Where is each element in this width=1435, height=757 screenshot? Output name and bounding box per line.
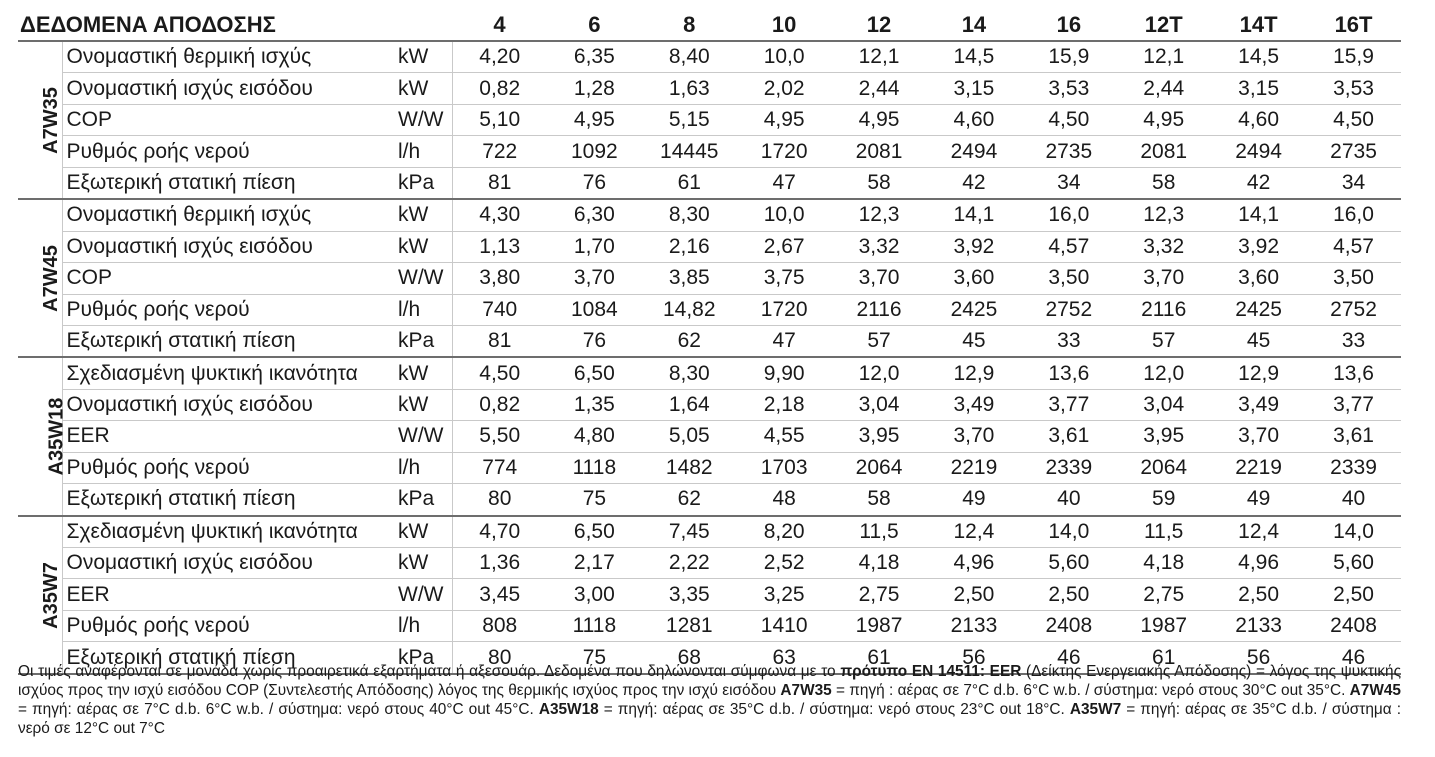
note-text: = πηγή: αέρας σε 7°C d.b. 6°C w.b. / σύστημα: νερό στους 40°C out 45°C. bbox=[18, 701, 539, 718]
parameter-unit: W/W bbox=[392, 263, 452, 294]
value-cell: 8,40 bbox=[642, 41, 737, 73]
value-cell: 3,80 bbox=[452, 263, 547, 294]
value-cell: 49 bbox=[926, 484, 1021, 516]
model-header-6: 6 bbox=[547, 10, 642, 41]
value-cell: 2752 bbox=[1306, 294, 1401, 325]
value-cell: 33 bbox=[1306, 325, 1401, 357]
parameter-unit: kW bbox=[392, 389, 452, 420]
parameter-unit: kPa bbox=[392, 642, 452, 674]
value-cell: 57 bbox=[832, 325, 927, 357]
value-cell: 81 bbox=[452, 325, 547, 357]
value-cell: 2735 bbox=[1306, 136, 1401, 167]
value-cell: 2,44 bbox=[832, 73, 927, 104]
value-cell: 3,32 bbox=[1116, 231, 1211, 262]
value-cell: 12,9 bbox=[1211, 357, 1306, 389]
value-cell: 58 bbox=[832, 484, 927, 516]
parameter-name: Ονομαστική ισχύς εισόδου bbox=[62, 389, 392, 420]
value-cell: 3,61 bbox=[1306, 421, 1401, 452]
value-cell: 75 bbox=[547, 642, 642, 674]
value-cell: 1,36 bbox=[452, 548, 547, 579]
parameter-unit: kW bbox=[392, 41, 452, 73]
footnotes bbox=[18, 662, 1401, 738]
value-cell: 2494 bbox=[1211, 136, 1306, 167]
value-cell: 4,18 bbox=[1116, 548, 1211, 579]
condition-group-label bbox=[18, 199, 62, 357]
value-cell: 2,75 bbox=[1116, 579, 1211, 610]
table-row bbox=[18, 294, 1401, 325]
value-cell: 15,9 bbox=[1021, 41, 1116, 73]
value-cell: 6,35 bbox=[547, 41, 642, 73]
value-cell: 8,20 bbox=[737, 516, 832, 548]
value-cell: 2425 bbox=[1211, 294, 1306, 325]
value-cell: 9,90 bbox=[737, 357, 832, 389]
value-cell: 4,95 bbox=[1116, 104, 1211, 135]
parameter-unit: W/W bbox=[392, 104, 452, 135]
value-cell: 4,96 bbox=[1211, 548, 1306, 579]
value-cell: 3,49 bbox=[926, 389, 1021, 420]
value-cell: 6,50 bbox=[547, 357, 642, 389]
value-cell: 1084 bbox=[547, 294, 642, 325]
note-text: = πηγή : αέρας σε 7°C d.b. 6°C w.b. / σύστημα: νερό στους 30°C out 35°C. bbox=[831, 682, 1350, 699]
value-cell: 3,04 bbox=[832, 389, 927, 420]
value-cell: 4,57 bbox=[1021, 231, 1116, 262]
value-cell: 1,63 bbox=[642, 73, 737, 104]
value-cell: 5,60 bbox=[1021, 548, 1116, 579]
value-cell: 12,4 bbox=[1211, 516, 1306, 548]
value-cell: 1118 bbox=[547, 610, 642, 641]
value-cell: 1,64 bbox=[642, 389, 737, 420]
value-cell: 2,02 bbox=[737, 73, 832, 104]
value-cell: 3,53 bbox=[1306, 73, 1401, 104]
value-cell: 2064 bbox=[1116, 452, 1211, 483]
value-cell: 3,92 bbox=[926, 231, 1021, 262]
value-cell: 6,50 bbox=[547, 516, 642, 548]
value-cell: 14,0 bbox=[1306, 516, 1401, 548]
value-cell: 1,35 bbox=[547, 389, 642, 420]
value-cell: 8,30 bbox=[642, 357, 737, 389]
parameter-name: Εξωτερική στατική πίεση bbox=[62, 642, 392, 674]
value-cell: 56 bbox=[926, 642, 1021, 674]
value-cell: 4,20 bbox=[452, 41, 547, 73]
value-cell: 1410 bbox=[737, 610, 832, 641]
value-cell: 15,9 bbox=[1306, 41, 1401, 73]
note-emphasis: A7W45 bbox=[1349, 682, 1401, 699]
value-cell: 14,82 bbox=[642, 294, 737, 325]
value-cell: 12,0 bbox=[832, 357, 927, 389]
table-row bbox=[18, 579, 1401, 610]
note-text: (Δείκτης Ενεργειακής Απόδοσης) = λόγος της ψυκτικής ισχύος προς την ισχύ εισόδου COP (Συντελεστής Απόδοσης) λόγος της θερμικής ισχύος προς την ισχύ εισόδου bbox=[18, 663, 1401, 699]
value-cell: 13,6 bbox=[1021, 357, 1116, 389]
value-cell: 4,95 bbox=[737, 104, 832, 135]
value-cell: 14,1 bbox=[926, 199, 1021, 231]
value-cell: 59 bbox=[1116, 484, 1211, 516]
table-row bbox=[18, 516, 1401, 548]
value-cell: 2,44 bbox=[1116, 73, 1211, 104]
value-cell: 3,92 bbox=[1211, 231, 1306, 262]
value-cell: 2,50 bbox=[926, 579, 1021, 610]
value-cell: 4,95 bbox=[547, 104, 642, 135]
value-cell: 4,18 bbox=[832, 548, 927, 579]
model-header-16t: 16T bbox=[1306, 10, 1401, 41]
value-cell: 46 bbox=[1021, 642, 1116, 674]
parameter-unit: kW bbox=[392, 516, 452, 548]
value-cell: 1720 bbox=[737, 136, 832, 167]
value-cell: 3,95 bbox=[1116, 421, 1211, 452]
value-cell: 4,96 bbox=[926, 548, 1021, 579]
note-text: Οι τιμές αναφέρονται σε μονάδα χωρίς προαιρετικά εξαρτήματα ή αξεσουάρ. Δεδομένα που δηλώνονται σύμφωνα με το bbox=[18, 663, 841, 680]
note-emphasis: A35W7 bbox=[1069, 701, 1122, 718]
value-cell: 42 bbox=[926, 167, 1021, 199]
value-cell: 48 bbox=[737, 484, 832, 516]
parameter-unit: l/h bbox=[392, 294, 452, 325]
table-row bbox=[18, 263, 1401, 294]
table-row bbox=[18, 73, 1401, 104]
value-cell: 4,50 bbox=[1021, 104, 1116, 135]
table-row bbox=[18, 389, 1401, 420]
model-header-14: 14 bbox=[926, 10, 1021, 41]
value-cell: 16,0 bbox=[1021, 199, 1116, 231]
value-cell: 2219 bbox=[926, 452, 1021, 483]
value-cell: 2219 bbox=[1211, 452, 1306, 483]
value-cell: 56 bbox=[1211, 642, 1306, 674]
parameter-name: Ονομαστική θερμική ισχύς bbox=[62, 41, 392, 73]
value-cell: 80 bbox=[452, 642, 547, 674]
parameter-unit: kW bbox=[392, 73, 452, 104]
value-cell: 81 bbox=[452, 167, 547, 199]
value-cell: 4,60 bbox=[926, 104, 1021, 135]
value-cell: 2425 bbox=[926, 294, 1021, 325]
value-cell: 2081 bbox=[1116, 136, 1211, 167]
value-cell: 2116 bbox=[832, 294, 927, 325]
value-cell: 14,0 bbox=[1021, 516, 1116, 548]
value-cell: 1118 bbox=[547, 452, 642, 483]
table-row bbox=[18, 357, 1401, 389]
parameter-unit: kPa bbox=[392, 484, 452, 516]
value-cell: 2408 bbox=[1306, 610, 1401, 641]
table-row bbox=[18, 484, 1401, 516]
condition-group-label bbox=[18, 357, 68, 515]
value-cell: 4,95 bbox=[832, 104, 927, 135]
parameter-name: COP bbox=[62, 104, 392, 135]
table-body bbox=[18, 41, 1401, 674]
value-cell: 3,70 bbox=[1116, 263, 1211, 294]
table-row bbox=[18, 136, 1401, 167]
model-header-4: 4 bbox=[452, 10, 547, 41]
value-cell: 2494 bbox=[926, 136, 1021, 167]
value-cell: 58 bbox=[1116, 167, 1211, 199]
parameter-name: Ονομαστική ισχύς εισόδου bbox=[62, 73, 392, 104]
value-cell: 4,60 bbox=[1211, 104, 1306, 135]
value-cell: 4,55 bbox=[737, 421, 832, 452]
value-cell: 2339 bbox=[1306, 452, 1401, 483]
value-cell: 808 bbox=[452, 610, 547, 641]
table-row bbox=[18, 104, 1401, 135]
value-cell: 722 bbox=[452, 136, 547, 167]
parameter-name: Ονομαστική ισχύς εισόδου bbox=[62, 231, 392, 262]
parameter-unit: kPa bbox=[392, 325, 452, 357]
parameter-name: Εξωτερική στατική πίεση bbox=[62, 484, 392, 516]
value-cell: 76 bbox=[547, 167, 642, 199]
value-cell: 4,50 bbox=[452, 357, 547, 389]
note-emphasis: πρότυπο EN 14511: EER bbox=[840, 663, 1022, 680]
parameter-unit: kW bbox=[392, 548, 452, 579]
value-cell: 2,17 bbox=[547, 548, 642, 579]
condition-label-text: A35W7 bbox=[39, 561, 62, 629]
performance-data-sheet bbox=[18, 10, 1401, 675]
parameter-name: Σχεδιασμένη ψυκτική ικανότητα bbox=[62, 516, 392, 548]
value-cell: 2,50 bbox=[1306, 579, 1401, 610]
value-cell: 1,70 bbox=[547, 231, 642, 262]
value-cell: 3,70 bbox=[832, 263, 927, 294]
condition-group-label bbox=[18, 516, 62, 674]
value-cell: 2,16 bbox=[642, 231, 737, 262]
value-cell: 4,57 bbox=[1306, 231, 1401, 262]
value-cell: 2,50 bbox=[1021, 579, 1116, 610]
value-cell: 14445 bbox=[642, 136, 737, 167]
value-cell: 1987 bbox=[1116, 610, 1211, 641]
table-row bbox=[18, 610, 1401, 641]
value-cell: 76 bbox=[547, 325, 642, 357]
condition-label-text: A35W18 bbox=[45, 398, 68, 476]
table-row bbox=[18, 167, 1401, 199]
value-cell: 63 bbox=[737, 642, 832, 674]
value-cell: 2735 bbox=[1021, 136, 1116, 167]
parameter-name: Εξωτερική στατική πίεση bbox=[62, 167, 392, 199]
parameter-unit: W/W bbox=[392, 579, 452, 610]
value-cell: 3,50 bbox=[1021, 263, 1116, 294]
parameter-unit: l/h bbox=[392, 452, 452, 483]
model-header-10: 10 bbox=[737, 10, 832, 41]
value-cell: 6,30 bbox=[547, 199, 642, 231]
parameter-unit: W/W bbox=[392, 421, 452, 452]
value-cell: 45 bbox=[926, 325, 1021, 357]
value-cell: 16,0 bbox=[1306, 199, 1401, 231]
value-cell: 3,85 bbox=[642, 263, 737, 294]
value-cell: 0,82 bbox=[452, 389, 547, 420]
value-cell: 4,80 bbox=[547, 421, 642, 452]
value-cell: 3,45 bbox=[452, 579, 547, 610]
value-cell: 2064 bbox=[832, 452, 927, 483]
value-cell: 45 bbox=[1211, 325, 1306, 357]
value-cell: 3,49 bbox=[1211, 389, 1306, 420]
value-cell: 5,10 bbox=[452, 104, 547, 135]
value-cell: 2116 bbox=[1116, 294, 1211, 325]
parameter-unit: l/h bbox=[392, 610, 452, 641]
table-header-row bbox=[18, 10, 1401, 41]
parameter-name: Ρυθμός ροής νερού bbox=[62, 136, 392, 167]
value-cell: 2081 bbox=[832, 136, 927, 167]
value-cell: 12,3 bbox=[832, 199, 927, 231]
table-row bbox=[18, 452, 1401, 483]
performance-table bbox=[18, 10, 1401, 675]
value-cell: 3,95 bbox=[832, 421, 927, 452]
value-cell: 4,30 bbox=[452, 199, 547, 231]
value-cell: 12,1 bbox=[1116, 41, 1211, 73]
value-cell: 3,77 bbox=[1306, 389, 1401, 420]
value-cell: 2,18 bbox=[737, 389, 832, 420]
value-cell: 14,5 bbox=[1211, 41, 1306, 73]
value-cell: 13,6 bbox=[1306, 357, 1401, 389]
value-cell: 7,45 bbox=[642, 516, 737, 548]
value-cell: 34 bbox=[1021, 167, 1116, 199]
value-cell: 3,25 bbox=[737, 579, 832, 610]
value-cell: 2339 bbox=[1021, 452, 1116, 483]
value-cell: 1720 bbox=[737, 294, 832, 325]
parameter-name: Ονομαστική ισχύς εισόδου bbox=[62, 548, 392, 579]
value-cell: 49 bbox=[1211, 484, 1306, 516]
table-row bbox=[18, 548, 1401, 579]
value-cell: 62 bbox=[642, 325, 737, 357]
value-cell: 3,50 bbox=[1306, 263, 1401, 294]
value-cell: 47 bbox=[737, 325, 832, 357]
parameter-name: EER bbox=[62, 579, 392, 610]
table-row bbox=[18, 421, 1401, 452]
model-header-14t: 14T bbox=[1211, 10, 1306, 41]
value-cell: 10,0 bbox=[737, 41, 832, 73]
condition-label-text: A7W45 bbox=[39, 245, 62, 313]
value-cell: 2,67 bbox=[737, 231, 832, 262]
value-cell: 57 bbox=[1116, 325, 1211, 357]
value-cell: 2,75 bbox=[832, 579, 927, 610]
value-cell: 3,32 bbox=[832, 231, 927, 262]
value-cell: 1703 bbox=[737, 452, 832, 483]
value-cell: 2,52 bbox=[737, 548, 832, 579]
value-cell: 2133 bbox=[1211, 610, 1306, 641]
value-cell: 3,60 bbox=[1211, 263, 1306, 294]
value-cell: 42 bbox=[1211, 167, 1306, 199]
parameter-unit: kW bbox=[392, 357, 452, 389]
value-cell: 40 bbox=[1306, 484, 1401, 516]
value-cell: 46 bbox=[1306, 642, 1401, 674]
value-cell: 1281 bbox=[642, 610, 737, 641]
value-cell: 11,5 bbox=[832, 516, 927, 548]
parameter-unit: kW bbox=[392, 231, 452, 262]
value-cell: 740 bbox=[452, 294, 547, 325]
value-cell: 3,60 bbox=[926, 263, 1021, 294]
value-cell: 1,28 bbox=[547, 73, 642, 104]
value-cell: 3,00 bbox=[547, 579, 642, 610]
parameter-name: COP bbox=[62, 263, 392, 294]
value-cell: 2752 bbox=[1021, 294, 1116, 325]
value-cell: 3,53 bbox=[1021, 73, 1116, 104]
table-row bbox=[18, 199, 1401, 231]
value-cell: 12,3 bbox=[1116, 199, 1211, 231]
value-cell: 58 bbox=[832, 167, 927, 199]
value-cell: 3,70 bbox=[926, 421, 1021, 452]
condition-group-label bbox=[18, 41, 62, 199]
parameter-name: Ρυθμός ροής νερού bbox=[62, 452, 392, 483]
value-cell: 4,70 bbox=[452, 516, 547, 548]
value-cell: 80 bbox=[452, 484, 547, 516]
value-cell: 14,1 bbox=[1211, 199, 1306, 231]
value-cell: 2408 bbox=[1021, 610, 1116, 641]
table-row bbox=[18, 231, 1401, 262]
value-cell: 40 bbox=[1021, 484, 1116, 516]
parameter-unit: kPa bbox=[392, 167, 452, 199]
value-cell: 3,75 bbox=[737, 263, 832, 294]
value-cell: 3,61 bbox=[1021, 421, 1116, 452]
value-cell: 8,30 bbox=[642, 199, 737, 231]
model-header-12: 12 bbox=[832, 10, 927, 41]
note-emphasis: A35W18 bbox=[538, 701, 599, 718]
value-cell: 47 bbox=[737, 167, 832, 199]
value-cell: 61 bbox=[1116, 642, 1211, 674]
table-title: ΔΕΔΟΜΕΝΑ ΑΠΟΔΟΣΗΣ bbox=[18, 10, 452, 41]
value-cell: 4,50 bbox=[1306, 104, 1401, 135]
value-cell: 3,70 bbox=[1211, 421, 1306, 452]
value-cell: 0,82 bbox=[452, 73, 547, 104]
value-cell: 34 bbox=[1306, 167, 1401, 199]
value-cell: 1482 bbox=[642, 452, 737, 483]
value-cell: 12,0 bbox=[1116, 357, 1211, 389]
table-row bbox=[18, 325, 1401, 357]
model-header-16: 16 bbox=[1021, 10, 1116, 41]
value-cell: 5,15 bbox=[642, 104, 737, 135]
value-cell: 12,4 bbox=[926, 516, 1021, 548]
value-cell: 14,5 bbox=[926, 41, 1021, 73]
note-text: = πηγή: αέρας σε 35°C d.b. / σύστημα : νερό σε 12°C out 7°C bbox=[18, 701, 1401, 737]
value-cell: 5,50 bbox=[452, 421, 547, 452]
value-cell: 1,13 bbox=[452, 231, 547, 262]
value-cell: 10,0 bbox=[737, 199, 832, 231]
parameter-name: Ρυθμός ροής νερού bbox=[62, 294, 392, 325]
value-cell: 12,1 bbox=[832, 41, 927, 73]
value-cell: 12,9 bbox=[926, 357, 1021, 389]
condition-label-text: A7W35 bbox=[39, 87, 62, 154]
value-cell: 2,50 bbox=[1211, 579, 1306, 610]
parameter-name: Εξωτερική στατική πίεση bbox=[62, 325, 392, 357]
value-cell: 75 bbox=[547, 484, 642, 516]
parameter-unit: kW bbox=[392, 199, 452, 231]
value-cell: 1987 bbox=[832, 610, 927, 641]
parameter-unit: l/h bbox=[392, 136, 452, 167]
value-cell: 3,15 bbox=[1211, 73, 1306, 104]
value-cell: 2133 bbox=[926, 610, 1021, 641]
parameter-name: Σχεδιασμένη ψυκτική ικανότητα bbox=[62, 357, 392, 389]
value-cell: 68 bbox=[642, 642, 737, 674]
model-header-8: 8 bbox=[642, 10, 737, 41]
value-cell: 3,15 bbox=[926, 73, 1021, 104]
model-header-12t: 12T bbox=[1116, 10, 1211, 41]
value-cell: 61 bbox=[832, 642, 927, 674]
parameter-name: Ονομαστική θερμική ισχύς bbox=[62, 199, 392, 231]
value-cell: 1092 bbox=[547, 136, 642, 167]
value-cell: 3,35 bbox=[642, 579, 737, 610]
parameter-name: Ρυθμός ροής νερού bbox=[62, 610, 392, 641]
value-cell: 3,04 bbox=[1116, 389, 1211, 420]
value-cell: 61 bbox=[642, 167, 737, 199]
note-text: = πηγή: αέρας σε 35°C d.b. / σύστημα: νερό στους 23°C out 18°C. bbox=[598, 701, 1070, 718]
parameter-name: EER bbox=[62, 421, 392, 452]
value-cell: 5,60 bbox=[1306, 548, 1401, 579]
value-cell: 62 bbox=[642, 484, 737, 516]
value-cell: 11,5 bbox=[1116, 516, 1211, 548]
value-cell: 2,22 bbox=[642, 548, 737, 579]
table-row bbox=[18, 41, 1401, 73]
value-cell: 3,70 bbox=[547, 263, 642, 294]
value-cell: 33 bbox=[1021, 325, 1116, 357]
value-cell: 3,77 bbox=[1021, 389, 1116, 420]
note-emphasis: A7W35 bbox=[780, 682, 832, 699]
value-cell: 774 bbox=[452, 452, 547, 483]
value-cell: 5,05 bbox=[642, 421, 737, 452]
